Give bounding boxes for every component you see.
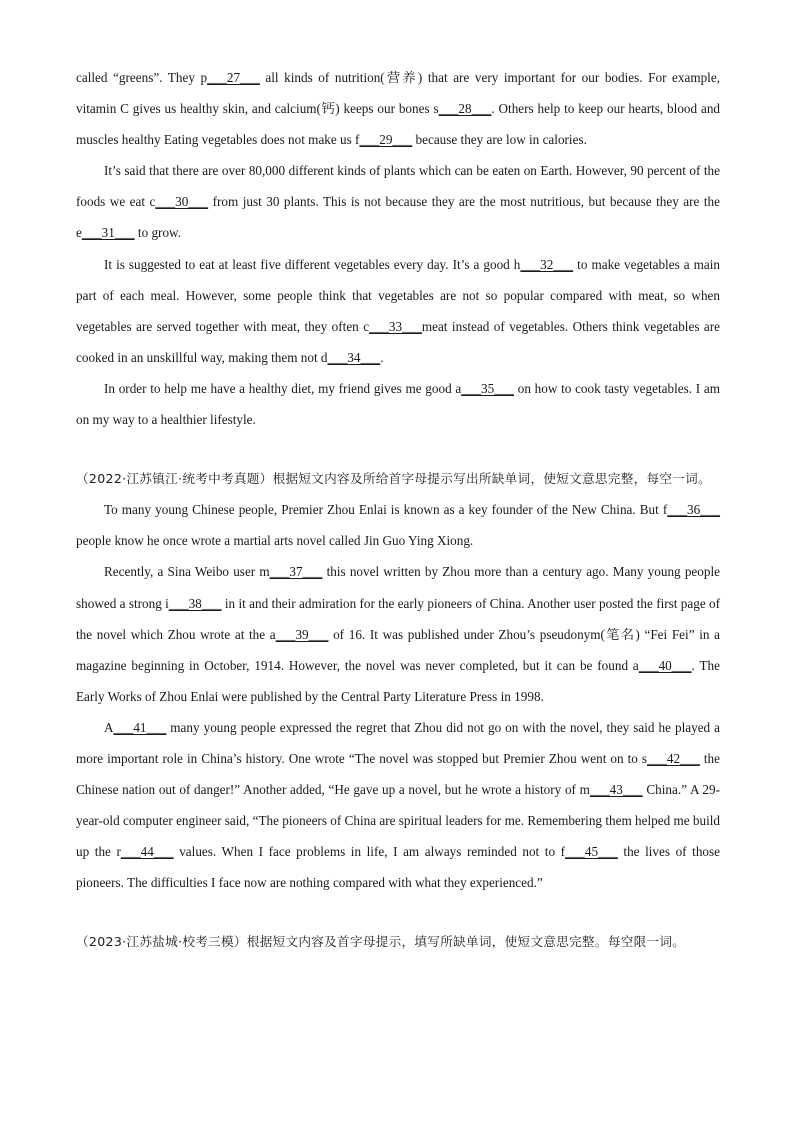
blank-34[interactable]: ___34___ bbox=[327, 349, 381, 365]
passage2-paragraph-2 bbox=[76, 556, 720, 711]
text-run: all kinds of nutrition(营养) that are very important for our bodies. For example, vitamin C gives us healthy skin, and calcium(钙) keeps our bones s bbox=[76, 70, 720, 117]
text-run: in it and their admiration for the early pioneers of China. Another user posted the first page of the novel which Zhou wrote at the a bbox=[76, 595, 720, 642]
passage1-paragraph-2 bbox=[76, 155, 720, 248]
document-page bbox=[76, 62, 720, 958]
text-run: values. When I face problems in life, I am always reminded not to f bbox=[173, 844, 566, 860]
passage2-paragraph-3 bbox=[76, 712, 720, 899]
text-run: to grow. bbox=[134, 225, 182, 241]
text-run: It’s said that there are over 80,000 different kinds of plants which can be eaten on Earth. However, 90 percent of the foods we eat c bbox=[76, 163, 720, 210]
blank-27[interactable]: ___27___ bbox=[207, 70, 260, 85]
blank-31[interactable]: ___31___ bbox=[81, 225, 135, 241]
blank-32[interactable]: ___32___ bbox=[520, 256, 574, 272]
text-run: It is suggested to eat at least five different vegetables every day. It’s a good h bbox=[104, 256, 521, 272]
blank-44[interactable]: ___44___ bbox=[120, 844, 174, 860]
text-run: because they are low in calories. bbox=[412, 132, 587, 148]
text-run: to make vegetables a main part of each meal. However, some people think that vegetables are not so popular compared with meat, so when vegetables are served together with meat, they often c bbox=[76, 256, 720, 334]
blank-29[interactable]: ___29___ bbox=[359, 132, 413, 148]
text-run: many young people expressed the regret that Zhou did not go on with the novel, they said he played a more important role in China’s history. One wrote “The novel was stopped but Premier Zhou went on to s bbox=[76, 719, 720, 766]
text-run: To many young Chinese people, Premier Zhou Enlai is known as a key founder of the New China. But f bbox=[104, 502, 668, 518]
exercise-instruction-2023: （2023·江苏盐城·校考三模）根据短文内容及首字母提示，填写所缺单词，使短文意思完整。每空限一词。 bbox=[76, 934, 686, 950]
passage1-paragraph-1 bbox=[76, 62, 720, 155]
passage1-paragraph-4 bbox=[76, 373, 720, 435]
passage2-paragraph-1 bbox=[76, 494, 720, 556]
text-run: . Others help to keep our hearts, blood and muscles healthy Eating vegetables does not make us f bbox=[76, 101, 721, 148]
text-run: the Chinese nation out of danger!” Another added, “He gave up a novel, but he wrote a history of m bbox=[76, 750, 720, 798]
text-run: China.” A 29-year-old computer engineer said, “The pioneers of China are spiritual leaders for me. Remembering them helped me build up the r bbox=[76, 782, 721, 860]
blank-39[interactable]: ___39___ bbox=[275, 626, 329, 642]
text-run: on how to cook tasty vegetables. I am on my way to a healthier lifestyle. bbox=[76, 380, 720, 428]
text-run: called “greens”. They p bbox=[76, 70, 208, 85]
text-run: from just 30 plants. This is not because they are the most nutritious, but because they are the e bbox=[76, 194, 720, 241]
text-run: . The Early Works of Zhou Enlai were published by the Central Party Literature Press in 1998. bbox=[76, 657, 721, 704]
text-run: of 16. It was published under Zhou’s pseudonym(笔名) “Fei Fei” in a magazine beginning in October, 1914. However, the novel was never completed, but it can be found a bbox=[76, 626, 720, 673]
blank-36[interactable]: ___36___ bbox=[667, 502, 720, 518]
section-gap bbox=[76, 435, 720, 463]
blank-42[interactable]: ___42___ bbox=[647, 750, 700, 766]
text-run: people know he once wrote a martial arts novel called Jin Guo Ying Xiong. bbox=[76, 533, 474, 549]
blank-43[interactable]: ___43___ bbox=[589, 782, 643, 798]
blank-28[interactable]: ___28___ bbox=[438, 101, 492, 117]
blank-37[interactable]: ___37___ bbox=[269, 564, 323, 580]
blank-40[interactable]: ___40___ bbox=[638, 657, 692, 673]
blank-41[interactable]: ___41___ bbox=[113, 719, 167, 735]
text-run: the lives of those pioneers. The difficulties I face now are nothing compared with what they experienced.” bbox=[76, 844, 720, 891]
blank-33[interactable]: ___33___ bbox=[369, 318, 422, 334]
text-run: A bbox=[104, 719, 114, 735]
blank-38[interactable]: ___38___ bbox=[168, 595, 222, 611]
section-gap bbox=[76, 898, 720, 926]
text-run: . bbox=[380, 349, 384, 365]
text-run: this novel written by Zhou more than a century ago. Many young people showed a strong i bbox=[76, 564, 720, 611]
blank-30[interactable]: ___30___ bbox=[155, 194, 209, 210]
exercise-instruction-2022: （2022·江苏镇江·统考中考真题）根据短文内容及所给首字母提示写出所缺单词，使短文意思完整，每空一词。 bbox=[76, 471, 711, 487]
text-run: meat instead of vegetables. Others think vegetables are cooked in an unskillful way, making them not d bbox=[76, 318, 721, 365]
blank-45[interactable]: ___45___ bbox=[565, 844, 618, 860]
passage1-paragraph-3 bbox=[76, 249, 720, 373]
text-run: In order to help me have a healthy diet, my friend gives me good a bbox=[104, 380, 462, 396]
blank-35[interactable]: ___35___ bbox=[461, 380, 514, 396]
text-run: Recently, a Sina Weibo user m bbox=[104, 564, 270, 580]
